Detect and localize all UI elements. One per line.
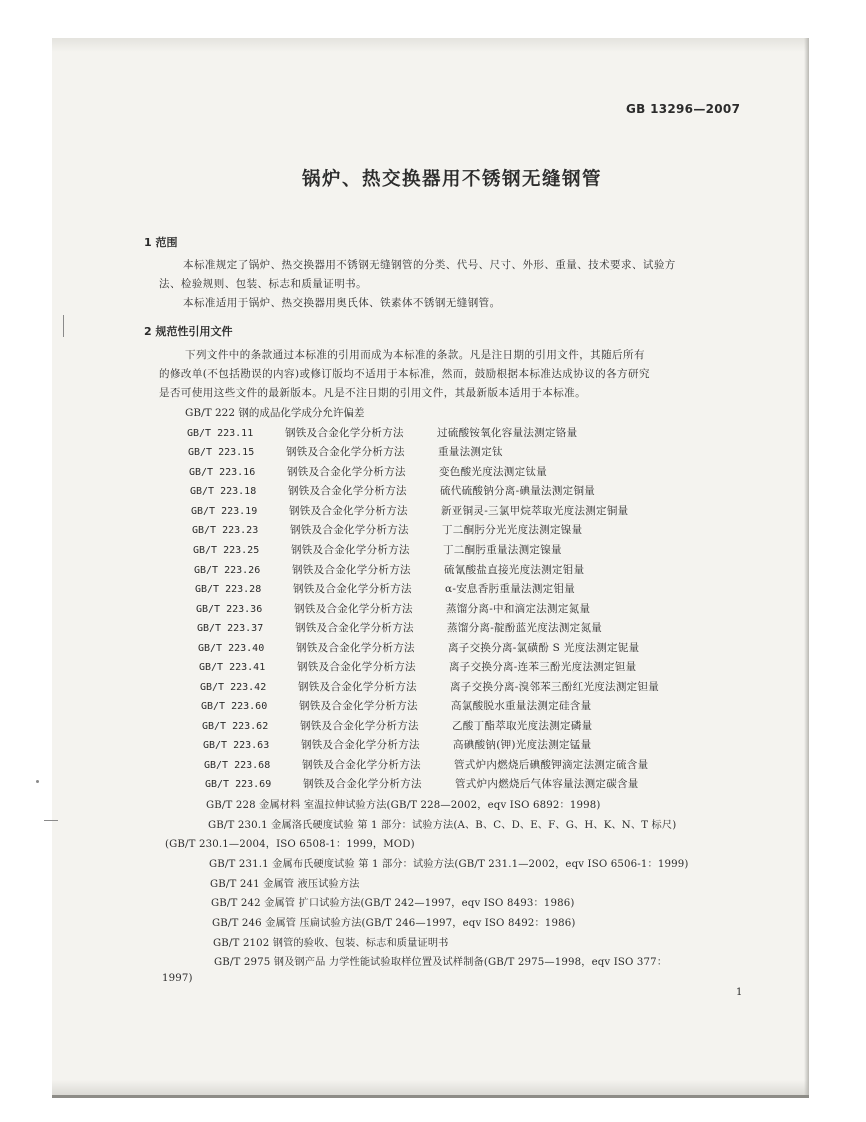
reference-item: GB/T 223.62 钢铁及合金化学分析方法 乙酸丁酯萃取光度法测定磷量: [202, 720, 593, 732]
section-1-paragraph-line: 法、检验规则、包装、标志和质量证明书。: [159, 278, 368, 290]
section-1-paragraph-line: 本标准规定了锅炉、热交换器用不锈钢无缝钢管的分类、代号、尺寸、外形、重量、技术要求、试验方: [183, 259, 676, 271]
section-2-heading: 2 规范性引用文件: [144, 325, 233, 338]
reference-item: GB/T 223.60 钢铁及合金化学分析方法 高氯酸脱水重量法测定硅含量: [201, 700, 592, 712]
reference-gbt-230-1-continued: (GB/T 230.1—2004，ISO 6508-1：1999，MOD): [165, 839, 415, 850]
reference-gbt-228: GB/T 228 金属材料 室温拉伸试验方法(GB/T 228—2002，eqv ISO 6892：1998): [206, 800, 601, 811]
reference-item: GB/T 223.23 钢铁及合金化学分析方法 丁二酮肟分光光度法测定镍量: [192, 524, 583, 536]
scan-edge-right: [804, 38, 809, 1098]
reference-gbt-2102: GB/T 2102 钢管的验收、包装、标志和质量证明书: [213, 938, 449, 949]
reference-item: GB/T 223.26 钢铁及合金化学分析方法 硫氰酸盐直接光度法测定钼量: [194, 564, 585, 576]
scan-edge-bottom: [52, 1095, 809, 1098]
reference-item: GB/T 223.41 钢铁及合金化学分析方法 离子交换分离-连苯三酚光度法测定钽量: [199, 661, 637, 673]
scan-margin-mark: [63, 315, 64, 337]
reference-item: GB/T 223.18 钢铁及合金化学分析方法 硫代硫酸钠分离-碘量法测定铜量: [190, 485, 596, 497]
section-2-intro-line: 的修改单(不包括勘误的内容)或修订版均不适用于本标准，然而，鼓励根据本标准达成协议的各方研究: [159, 368, 650, 380]
reference-item: GB/T 223.16 钢铁及合金化学分析方法 变色酸光度法测定钛量: [189, 466, 547, 478]
reference-item: GB/T 223.37 钢铁及合金化学分析方法 蒸馏分离-靛酚蓝光度法测定氮量: [197, 622, 603, 634]
section-2-intro-line: 是否可使用这些文件的最新版本。凡是不注日期的引用文件，其最新版本适用于本标准。: [159, 387, 587, 399]
reference-gbt-230-1: GB/T 230.1 金属洛氏硬度试验 第 1 部分：试验方法(A、B、C、D、E、F、G、H、K、N、T 标尺): [208, 820, 677, 831]
section-1-heading: 1 范围: [144, 236, 178, 249]
section-2-intro-line: 下列文件中的条款通过本标准的引用而成为本标准的条款。凡是注日期的引用文件，其随后所有: [185, 349, 645, 361]
reference-gbt-2975: GB/T 2975 钢及钢产品 力学性能试验取样位置及试样制备(GB/T 2975—1998，eqv ISO 377：: [214, 957, 668, 968]
reference-gbt-222: GB/T 222 钢的成品化学成分允许偏差: [185, 407, 365, 419]
reference-gbt-246: GB/T 246 金属管 压扁试验方法(GB/T 246—1997，eqv ISO 8492：1986): [212, 918, 576, 929]
reference-gbt-241: GB/T 241 金属管 液压试验方法: [210, 879, 360, 890]
reference-gbt-231-1: GB/T 231.1 金属布氏硬度试验 第 1 部分：试验方法(GB/T 231.1—2002，eqv ISO 6506-1：1999): [209, 859, 689, 870]
reference-gbt-242: GB/T 242 金属管 扩口试验方法(GB/T 242—1997，eqv ISO 8493：1986): [211, 898, 575, 909]
scan-speck: [36, 780, 39, 783]
reference-item: GB/T 223.63 钢铁及合金化学分析方法 高碘酸钠(钾)光度法测定锰量: [203, 739, 592, 751]
scanned-page: [52, 38, 809, 1098]
reference-item: GB/T 223.42 钢铁及合金化学分析方法 离子交换分离-溴邻苯三酚红光度法测定钽量: [200, 681, 660, 693]
reference-item: GB/T 223.19 钢铁及合金化学分析方法 新亚铜灵-三氯甲烷萃取光度法测定铜量: [191, 505, 629, 517]
reference-item: GB/T 223.28 钢铁及合金化学分析方法 α-安息香肟重量法测定钼量: [195, 583, 576, 595]
scan-margin-mark: [44, 820, 58, 821]
scan-shadow-top: [52, 38, 809, 52]
standard-number: GB 13296—2007: [626, 102, 741, 116]
reference-item: GB/T 223.68 钢铁及合金化学分析方法 管式炉内燃烧后碘酸钾滴定法测定硫含量: [204, 759, 649, 771]
section-1-scope-paragraph: 本标准适用于锅炉、热交换器用奥氏体、铁素体不锈钢无缝钢管。: [183, 297, 501, 309]
document-title: 锅炉、热交换器用不锈钢无缝钢管: [302, 169, 603, 190]
reference-item: GB/T 223.11 钢铁及合金化学分析方法 过硫酸铵氧化容量法测定铬量: [187, 427, 578, 439]
page-number: 1: [736, 987, 743, 998]
reference-item: GB/T 223.40 钢铁及合金化学分析方法 离子交换分离-氯磺酚 S 光度法测定铌量: [198, 642, 640, 654]
reference-gbt-2975-continued: 1997): [162, 973, 193, 984]
reference-item: GB/T 223.69 钢铁及合金化学分析方法 管式炉内燃烧后气体容量法测定碳含量: [205, 778, 639, 790]
reference-item: GB/T 223.15 钢铁及合金化学分析方法 重量法测定钛: [188, 446, 503, 458]
reference-item: GB/T 223.36 钢铁及合金化学分析方法 蒸馏分离-中和滴定法测定氮量: [196, 603, 591, 615]
reference-item: GB/T 223.25 钢铁及合金化学分析方法 丁二酮肟重量法测定镍量: [193, 544, 562, 556]
